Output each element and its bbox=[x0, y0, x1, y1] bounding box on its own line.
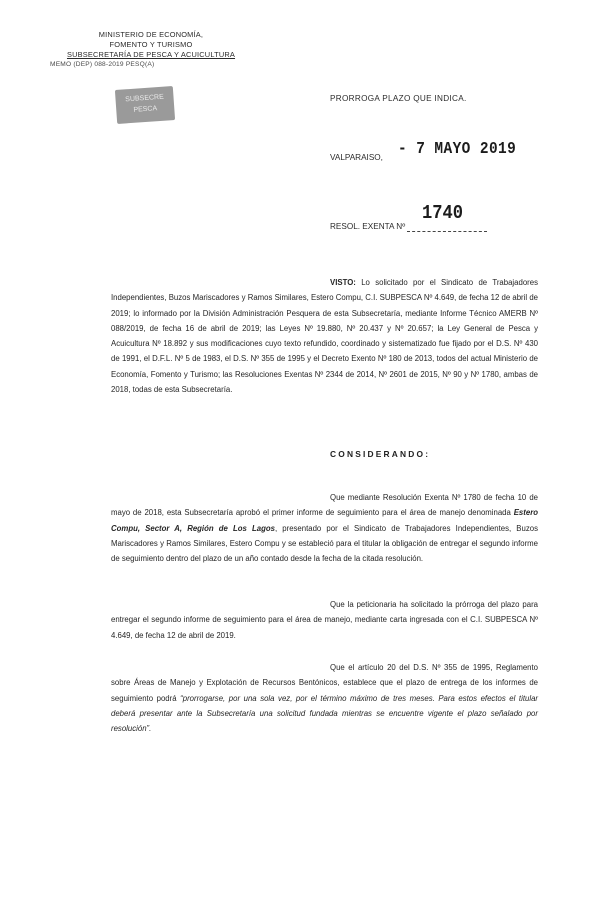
ministry-name: MINISTERIO DE ECONOMÍA, bbox=[98, 30, 204, 39]
visto-text: Lo solicitado por el Sindicato de Trabajadores Independientes, Buzos Mariscadores y Ramos Similares, Estero Compu, C.I. SUBPESCA Nº 4.649, de fecha 12 de abril de 2019; lo informado por la División Administración Pesquera de esta Subsecretaría, mediante Informe Técnico AMERB Nº 088/2019, de fecha 16 de abril de 2019; las Leyes Nº 19.880, Nº 20.437 y Nº 20.657; la Ley General de Pesca y Acuicultura Nº 18.892 y sus modificaciones cuyo texto refundido, coordinado y sistematizado fue fijado por el D.S. Nº 430 de 1991, el D.F.L. Nº 5 de 1983, el D.S. Nº 355 de 1995 y el Decreto Exento Nº 180 de 2013, todos del actual Ministerio de Economía, Fomento y Turismo; las Resoluciones Exentas Nº 2344 de 2014, Nº 2601 de 2015, Nº 90 y Nº 1780, ambas de 2018, todas de esta Subsecretaría. bbox=[111, 278, 538, 395]
office-stamp: SUBSECRE PESCA bbox=[115, 86, 175, 124]
area-name: Estero Compu, Sector A, Región de Los Lagos bbox=[111, 508, 538, 533]
subsecretaria-name: SUBSECRETARÍA DE PESCA Y ACUICULTURA bbox=[66, 50, 236, 59]
resolution-number: 1740 bbox=[422, 202, 464, 224]
date-stamp: - 7 MAYO 2019 bbox=[398, 140, 517, 159]
visto-label: VISTO: bbox=[330, 278, 356, 287]
visto-paragraph bbox=[111, 275, 538, 397]
date-label: VALPARAISO, bbox=[330, 153, 383, 162]
document-subject: PRORROGA PLAZO QUE INDICA. bbox=[330, 94, 467, 103]
resolution-label: RESOL. EXENTA Nº bbox=[330, 222, 406, 231]
considerando-1: Que mediante Resolución Exenta Nº 1780 de fecha 10 de mayo de 2018, esta Subsecretaría aprobó el primer informe de seguimiento para el área de manejo denominada Estero Compu, Sector A, Región de Los Lagos, presentado por el Sindicato de Trabajadores Independientes, Buzos Mariscadores y Ramos Similares, Estero Compu y se estableció para el titular la obligación de entregar el segundo informe de seguimiento dentro del plazo de un año contado desde la fecha de la citada resolución. bbox=[111, 493, 538, 564]
memo-reference: MEMO (DEP) 088-2019 PESQ(A) bbox=[50, 61, 155, 68]
regulation-quote: “prorrogarse, por una sola vez, por el término máximo de tres meses. Para estos efectos el titular deberá presentar ante la Subsecretaría una solicitud fundada mientras se encuentre vigente el plazo señalado por resolución”. bbox=[111, 693, 538, 734]
considerando-heading: CONSIDERANDO: bbox=[330, 449, 431, 459]
letterhead bbox=[46, 30, 256, 70]
ministry-name-2: FOMENTO Y TURISMO bbox=[109, 40, 193, 49]
considerando-2: Que la peticionaria ha solicitado la prórroga del plazo para entregar el segundo informe de seguimiento para el área de manejo, mediante carta ingresada con el C.I. SUBPESCA Nº 4.649, de fecha 12 de abril de 2019. bbox=[111, 600, 538, 640]
considerando-3: Que el artículo 20 del D.S. Nº 355 de 1995, Reglamento sobre Áreas de Manejo y Explotación de Recursos Bentónicos, establece que el plazo de entrega de los informes de seguimiento podrá “prorrogarse, por una sola vez, por el término máximo de tres meses. Para estos efectos el titular deberá presentar ante la Subsecretaría una solicitud fundada mientras se encuentre vigente el plazo señalado por resolución”. bbox=[111, 663, 538, 734]
resolution-number-line bbox=[407, 231, 487, 232]
